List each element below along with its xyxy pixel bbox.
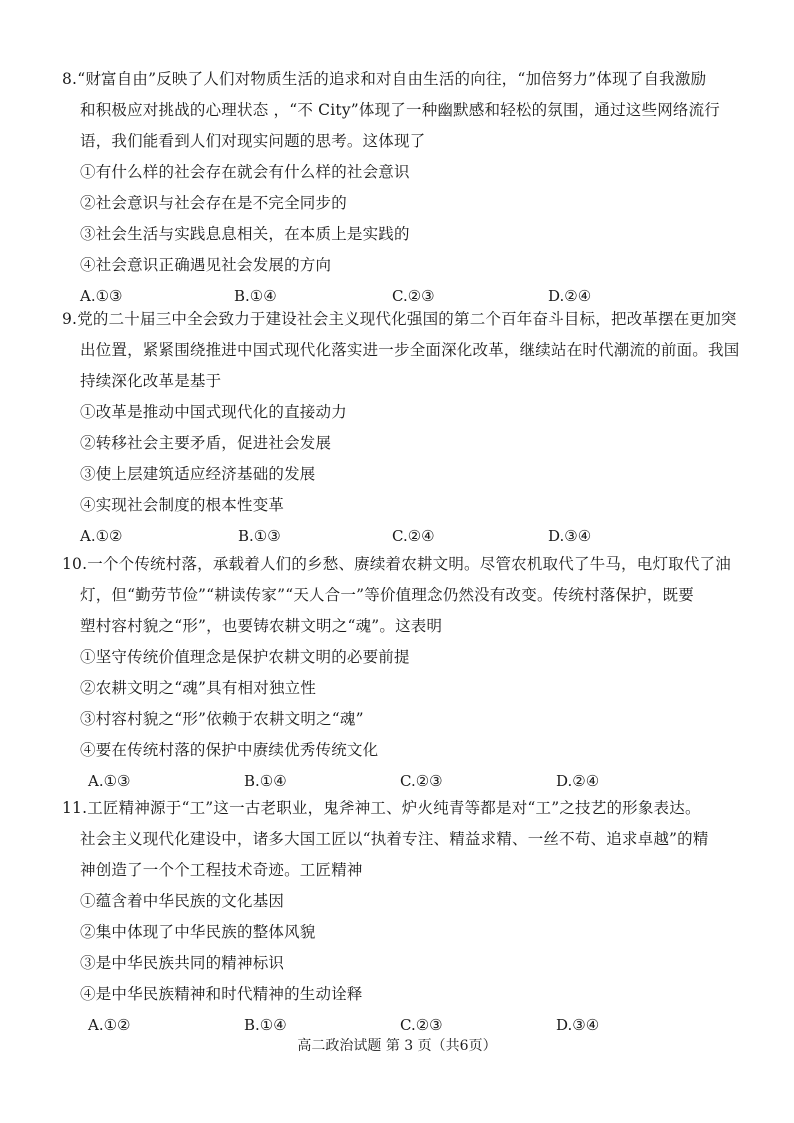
statement-option: ②集中体现了中华民族的整体风貌 — [80, 923, 316, 941]
statement-option: ③是中华民族共同的精神标识 — [80, 954, 285, 972]
question-8 — [62, 64, 742, 312]
question-stem-line: 灯，但“勤劳节俭”“耕读传家”“天人合一”等价值理念仍然没有改变。传统村落保护，既要 — [80, 586, 694, 604]
statement-option: ②农耕文明之“魂”具有相对独立性 — [80, 679, 317, 697]
question-stem-line: 塑村容村貌之“形”，也要铸农耕文明之“魂”。这表明 — [80, 617, 443, 635]
answer-choices — [62, 521, 742, 552]
question-stem-line: 社会主义现代化建设中，诸多大国工匠以“执着专注、精益求精、一丝不苟、追求卓越”的精 — [80, 830, 709, 848]
statement-option: ③村容村貌之“形”依赖于农耕文明之“魂” — [80, 710, 364, 728]
choice-d: D.②④ — [548, 287, 592, 305]
statement-option: ②社会意识与社会存在是不完全同步的 — [80, 194, 347, 212]
question-stem-line: 9.党的二十届三中全会致力于建设社会主义现代化强国的第二个百年奋斗目标，把改革摆在更加突 — [62, 310, 737, 328]
question-stem-line: 8.“财富自由”反映了人们对物质生活的追求和对自由生活的向往，“加倍努力”体现了自我激励 — [62, 70, 707, 88]
question-stem-line: 和积极应对挑战的心理状态 ，“不 City”体现了一种幽默感和轻松的氛围，通过这些网络流行 — [80, 101, 721, 119]
choice-d: D.③④ — [548, 527, 592, 545]
question-stem-line: 语，我们能看到人们对现实问题的思考。这体现了 — [80, 132, 426, 150]
statement-option: ①有什么样的社会存在就会有什么样的社会意识 — [80, 163, 410, 181]
question-stem-line: 持续深化改革是基于 — [80, 372, 222, 390]
question-stem-line: 神创造了一个个工程技术奇迹。工匠精神 — [80, 861, 363, 879]
question-10 — [62, 549, 742, 797]
question-stem-line: 出位置，紧紧围绕推进中国式现代化落实进一步全面深化改革，继续站在时代潮流的前面。我国 — [80, 341, 740, 359]
question-11 — [62, 793, 742, 1041]
choice-c: C.②③ — [392, 287, 435, 305]
statement-option: ①蕴含着中华民族的文化基因 — [80, 892, 285, 910]
statement-option: ④实现社会制度的根本性变革 — [80, 496, 285, 514]
choice-b: B.①④ — [244, 772, 287, 790]
question-stem-line: 11.工匠精神源于“工”这一古老职业，鬼斧神工、炉火纯青等都是对“工”之技艺的形象表达。 — [62, 799, 701, 817]
choice-a: A.①② — [88, 1016, 131, 1034]
choice-c: C.②③ — [400, 772, 443, 790]
choice-c: C.②④ — [392, 527, 435, 545]
statement-option: ④是中华民族精神和时代精神的生动诠释 — [80, 985, 363, 1003]
choice-a: A.①③ — [88, 772, 131, 790]
question-9 — [62, 304, 742, 552]
question-stem-line: 10.一个个传统村落，承载着人们的乡愁、赓续着农耕文明。尽管农机取代了牛马，电灯取代了油 — [62, 555, 731, 573]
choice-a: A.①③ — [80, 287, 123, 305]
choice-d: D.③④ — [556, 1016, 600, 1034]
choice-d: D.②④ — [556, 772, 600, 790]
choice-b: B.①③ — [238, 527, 281, 545]
choice-b: B.①④ — [244, 1016, 287, 1034]
statement-option: ④要在传统村落的保护中赓续优秀传统文化 — [80, 741, 379, 759]
statement-option: ①坚守传统价值理念是保护农耕文明的必要前提 — [80, 648, 410, 666]
statement-option: ④社会意识正确遇见社会发展的方向 — [80, 256, 332, 274]
statement-option: ②转移社会主要矛盾，促进社会发展 — [80, 434, 332, 452]
statement-option: ①改革是推动中国式现代化的直接动力 — [80, 403, 347, 421]
choice-a: A.①② — [80, 527, 123, 545]
choice-b: B.①④ — [234, 287, 277, 305]
statement-option: ③社会生活与实践息息相关，在本质上是实践的 — [80, 225, 410, 243]
page-footer: 高二政治试题 第 3 页（共6页） — [297, 1038, 497, 1054]
choice-c: C.②③ — [400, 1016, 443, 1034]
statement-option: ③使上层建筑适应经济基础的发展 — [80, 465, 316, 483]
